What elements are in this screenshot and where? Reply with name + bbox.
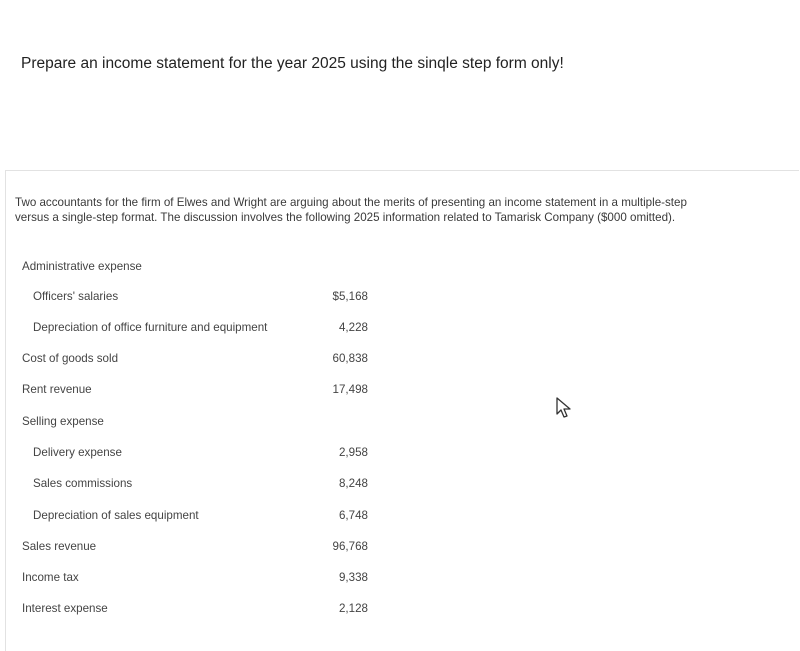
item-row <box>0 446 800 466</box>
item-row <box>0 352 800 372</box>
item-label: Sales commissions <box>33 477 133 490</box>
item-label: Depreciation of office furniture and equipment <box>33 321 268 334</box>
item-label: Administrative expense <box>22 260 142 273</box>
item-amount: 2,128 <box>338 602 368 615</box>
intro-line-1: Two accountants for the firm of Elwes and Wright are arguing about the merits of presenting an income statement in a multiple-step <box>15 196 687 209</box>
item-row <box>0 260 800 280</box>
mouse-pointer-icon <box>555 396 575 420</box>
item-label: Rent revenue <box>22 383 92 396</box>
item-row <box>0 383 800 403</box>
question-text: Prepare an income statement for the year 2025 using the sinqle step form only! <box>21 55 564 72</box>
item-amount: 4,228 <box>338 321 368 334</box>
item-label: Interest expense <box>22 602 108 615</box>
problem-intro <box>15 195 785 225</box>
item-label: Sales revenue <box>22 540 97 553</box>
item-row <box>0 290 800 310</box>
item-label: Delivery expense <box>33 446 122 459</box>
item-amount: 96,768 <box>332 540 368 553</box>
item-row <box>0 602 800 622</box>
item-amount: 8,248 <box>338 477 368 490</box>
item-label: Officers' salaries <box>33 290 119 303</box>
item-amount: 17,498 <box>332 383 368 396</box>
item-amount: $5,168 <box>332 290 368 303</box>
item-amount: 6,748 <box>338 509 368 522</box>
item-row <box>0 571 800 591</box>
item-amount: 9,338 <box>338 571 368 584</box>
intro-line-2: versus a single-step format. The discussion involves the following 2025 information related to Tamarisk Company ($000 omitted). <box>15 211 676 224</box>
item-row <box>0 540 800 560</box>
item-row <box>0 415 800 435</box>
item-row <box>0 321 800 341</box>
item-amount: 60,838 <box>332 352 368 365</box>
item-label: Depreciation of sales equipment <box>33 509 199 522</box>
item-label: Income tax <box>22 571 79 584</box>
item-row <box>0 509 800 529</box>
item-row <box>0 477 800 497</box>
item-label: Selling expense <box>22 415 104 428</box>
question-area <box>0 0 800 165</box>
item-amount: 2,958 <box>338 446 368 459</box>
item-label: Cost of goods sold <box>22 352 119 365</box>
